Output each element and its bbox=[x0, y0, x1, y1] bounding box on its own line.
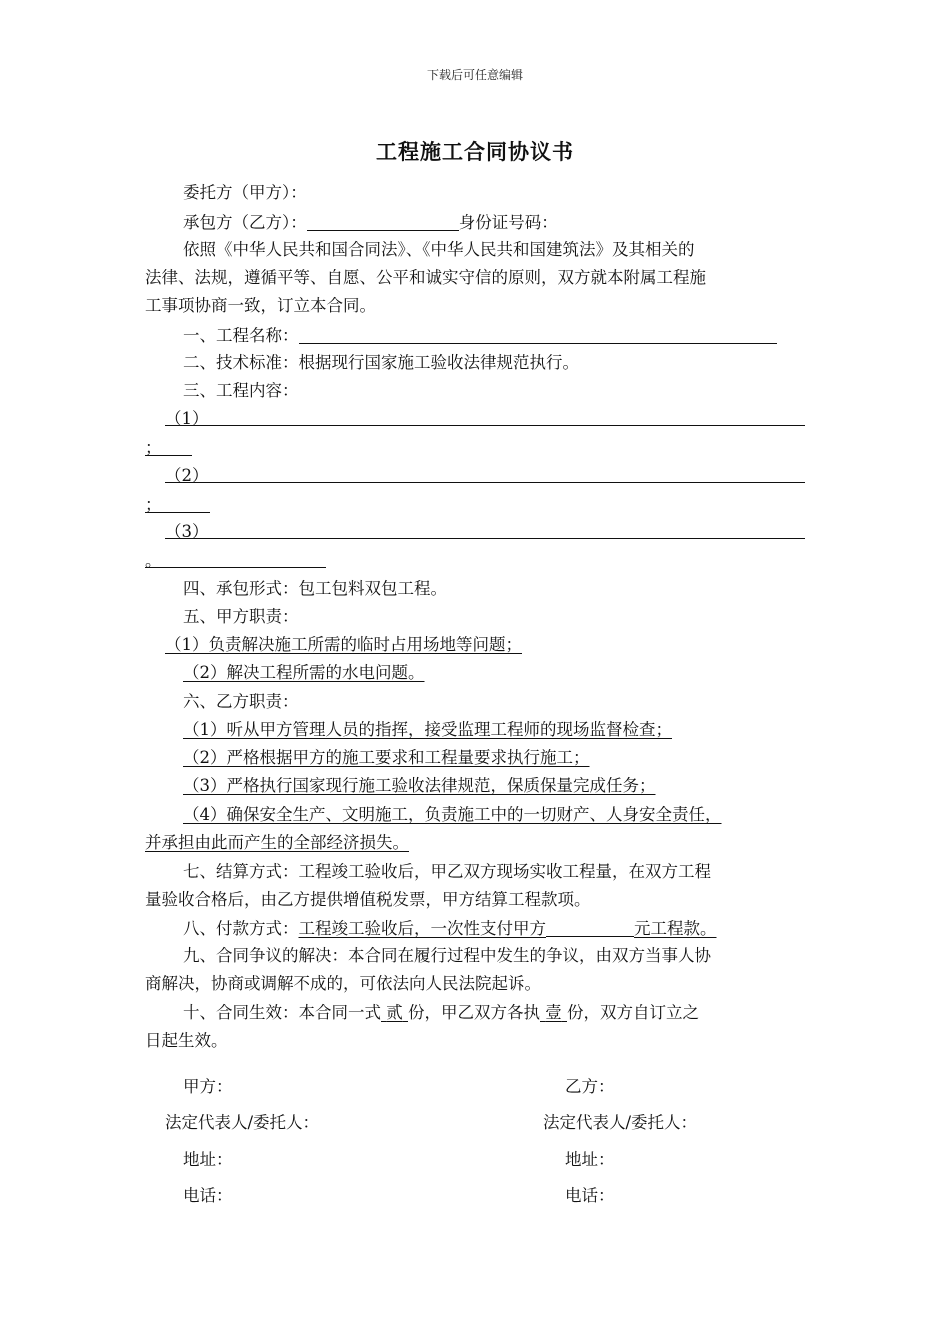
sign-party-a-phone: 电话： bbox=[183, 1186, 233, 1205]
section-9-line-1: 九、合同争议的解决：本合同在履行过程中发生的争议，由双方当事人协 bbox=[183, 946, 711, 965]
sign-party-b-rep: 法定代表人/委托人： bbox=[543, 1113, 698, 1132]
payment-text-2: 元工程款。 bbox=[634, 919, 717, 938]
section-3-label: 三、工程内容： bbox=[183, 381, 299, 400]
content-item-3-tail-blank bbox=[145, 567, 326, 568]
content-item-2-tail-blank bbox=[145, 512, 210, 513]
content-item-3-label: （3） bbox=[165, 522, 209, 541]
party-b-label: 承包方（乙方）： bbox=[183, 213, 307, 232]
section-10-line-2: 日起生效。 bbox=[145, 1031, 228, 1050]
sign-party-b: 乙方： bbox=[565, 1077, 615, 1096]
sign-party-b-address: 地址： bbox=[565, 1150, 615, 1169]
effect-text-c: 份，双方自订立之 bbox=[567, 1003, 699, 1022]
party-b-duty-4-line-1: （4）确保安全生产、文明施工，负责施工中的一切财产、人身安全责任， bbox=[183, 805, 722, 824]
sign-party-a-rep: 法定代表人/委托人： bbox=[165, 1113, 320, 1132]
section-9-line-2: 商解决，协商或调解不成的，可依法向人民法院起诉。 bbox=[145, 974, 541, 993]
party-b-duty-2: （2）严格根据甲方的施工要求和工程量要求执行施工； bbox=[183, 748, 590, 767]
party-b-duty-4-line-2: 并承担由此而产生的全部经济损失。 bbox=[145, 833, 409, 852]
header-note: 下载后可任意编辑 bbox=[426, 68, 523, 82]
content-item-3-end-mark: 。 bbox=[145, 551, 162, 570]
party-a-duty-1: （1）负责解决施工所需的临时占用场地等问题； bbox=[165, 635, 522, 654]
party-a-label: 委托方（甲方）： bbox=[183, 183, 307, 202]
sign-party-a-address: 地址： bbox=[183, 1150, 233, 1169]
section-2-technical-standard: 二、技术标准：根据现行国家施工验收法律规范执行。 bbox=[183, 353, 579, 372]
intro-line-1: 依照《中华人民共和国合同法》、《中华人民共和国建筑法》及其相关的 bbox=[183, 240, 695, 259]
section-4-contract-form: 四、承包形式：包工包料双包工程。 bbox=[183, 579, 447, 598]
copies-each bbox=[540, 1003, 567, 1022]
project-name-blank[interactable] bbox=[299, 325, 777, 344]
party-b-duty-3: （3）严格执行国家现行施工验收法律规范，保质保量完成任务； bbox=[183, 776, 656, 795]
copies-total-value: 贰 bbox=[386, 1003, 403, 1022]
content-item-2-blank[interactable] bbox=[165, 482, 805, 483]
section-5-label: 五、甲方职责： bbox=[183, 607, 299, 626]
section-7-line-1: 七、结算方式：工程竣工验收后，甲乙双方现场实收工程量，在双方工程 bbox=[183, 862, 711, 881]
sign-party-a: 甲方： bbox=[183, 1077, 233, 1096]
sign-party-b-phone: 电话： bbox=[565, 1186, 615, 1205]
content-item-3-end bbox=[145, 551, 162, 571]
copies-each-value: 壹 bbox=[545, 1003, 562, 1022]
party-b-name-blank[interactable] bbox=[307, 212, 459, 231]
intro-line-3: 工事项协商一致，订立本合同。 bbox=[145, 296, 376, 315]
party-b-duty-1: （1）听从甲方管理人员的指挥，接受监理工程师的现场监督检查； bbox=[183, 720, 672, 739]
payment-amount-blank[interactable] bbox=[546, 918, 634, 937]
effect-text-a: 十、合同生效：本合同一式 bbox=[183, 1003, 381, 1022]
copies-total bbox=[381, 1003, 408, 1022]
content-item-1-tail-blank bbox=[145, 455, 192, 456]
document-title: 工程施工合同协议书 bbox=[376, 139, 574, 164]
payment-text-1: 工程竣工验收后，一次性支付甲方 bbox=[298, 919, 546, 938]
content-item-2-label: （2） bbox=[165, 466, 209, 485]
content-item-1-blank[interactable] bbox=[165, 425, 805, 426]
content-item-1-label: （1） bbox=[165, 409, 209, 428]
project-name-label: 一、工程名称： bbox=[183, 326, 299, 345]
party-a-line bbox=[183, 183, 307, 203]
id-number-label: 身份证号码： bbox=[458, 213, 558, 232]
effect-text-b: 份，甲乙双方各执 bbox=[408, 1003, 540, 1022]
party-b-line bbox=[183, 212, 558, 233]
section-1-line bbox=[183, 325, 777, 346]
content-item-2-end-mark: ； bbox=[145, 495, 162, 514]
content-item-1-end-mark: ； bbox=[145, 438, 162, 457]
section-8-payment bbox=[183, 918, 717, 939]
payment-label: 八、付款方式： bbox=[183, 919, 299, 938]
section-10-line-1 bbox=[183, 1003, 699, 1023]
section-7-line-2: 量验收合格后，由乙方提供增值税发票，甲方结算工程款项。 bbox=[145, 890, 591, 909]
party-a-duty-2: （2）解决工程所需的水电问题。 bbox=[183, 663, 425, 682]
intro-line-2: 法律、法规，遵循平等、自愿、公平和诚实守信的原则，双方就本附属工程施 bbox=[145, 268, 706, 287]
section-6-label: 六、乙方职责： bbox=[183, 692, 299, 711]
content-item-3-blank[interactable] bbox=[165, 538, 805, 539]
